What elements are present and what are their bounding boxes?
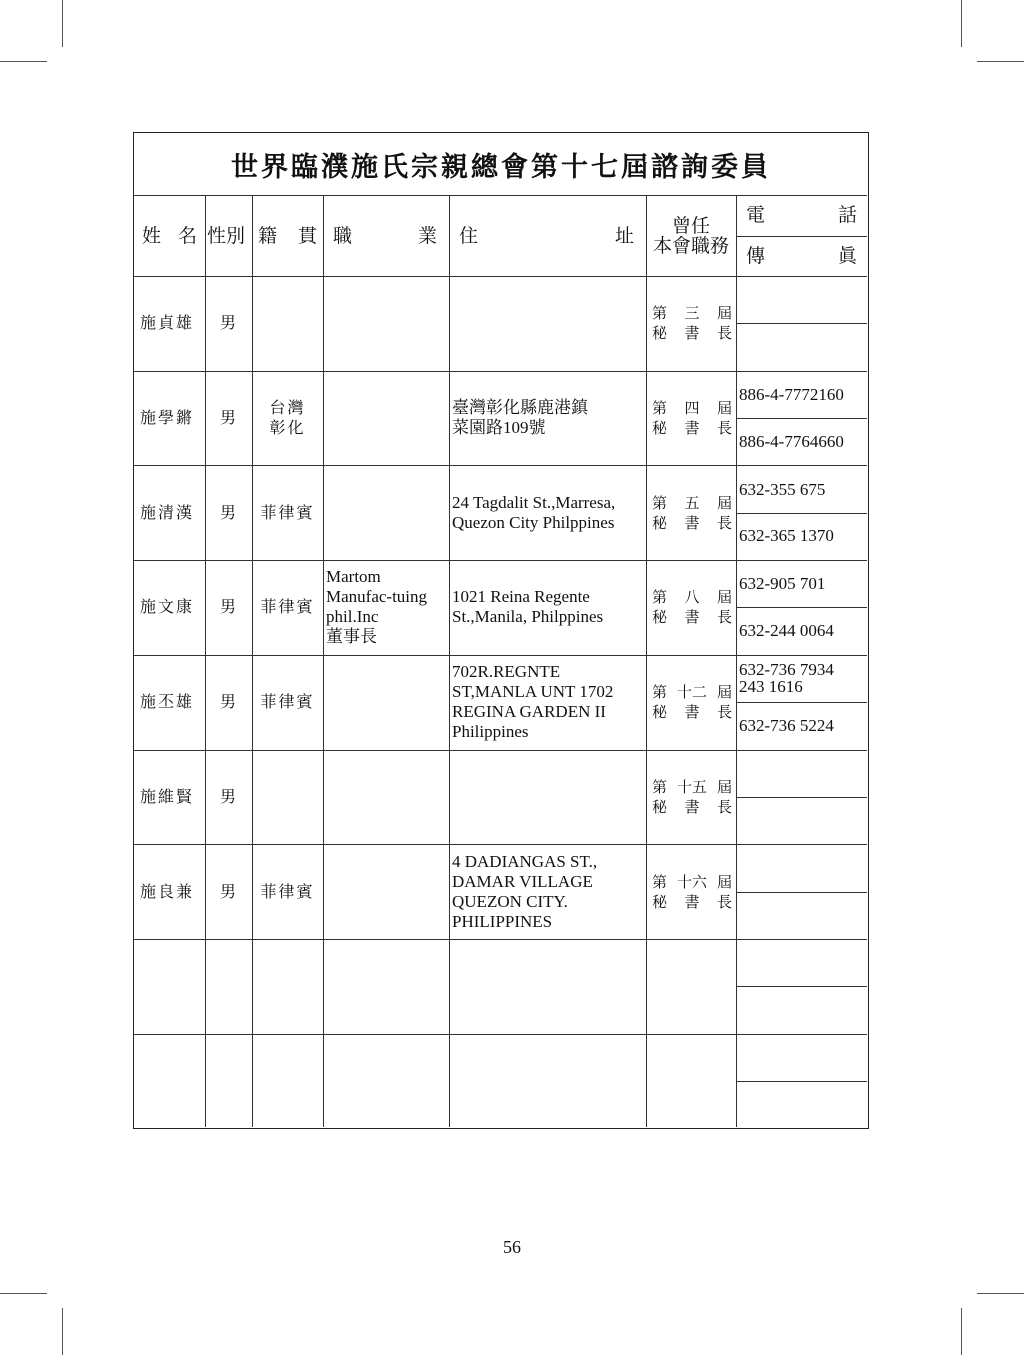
header-occupation-char: 業	[417, 224, 437, 247]
member-occupation	[326, 750, 447, 845]
former-role-char: 書	[684, 608, 700, 627]
member-gender-text: 男	[220, 313, 239, 333]
header-name	[142, 195, 197, 276]
former-role-char: 長	[716, 892, 732, 911]
member-origin-text: 台灣 彰化	[269, 398, 306, 438]
header-address-char: 住	[459, 224, 479, 247]
header-address	[459, 195, 634, 276]
former-role-char: 書	[684, 513, 700, 532]
header-former-role-char: 任	[691, 214, 711, 237]
former-role-char: 秘	[652, 797, 668, 816]
former-role-char: 第	[652, 493, 668, 512]
former-role-char: 屆	[716, 777, 732, 796]
header-name-char: 姓	[142, 224, 162, 247]
former-role-char: 八	[684, 588, 700, 607]
member-origin-text: 菲律賓	[260, 881, 315, 901]
column-rule	[449, 195, 450, 1127]
member-name	[140, 276, 201, 371]
member-fax	[739, 418, 865, 465]
member-occupation	[326, 560, 447, 655]
former-role-char: 秘	[652, 513, 668, 532]
member-phone	[739, 655, 865, 702]
former-role-char: 第	[652, 588, 668, 607]
member-occupation-text: Martom Manufac-tuing phil.Inc 董事長	[326, 567, 428, 647]
header-origin-char: 貫	[297, 224, 317, 247]
member-name	[140, 844, 201, 939]
member-address-text: 24 Tagdalit St.,Marresa, Quezon City Philppines	[452, 492, 616, 532]
crop-mark	[977, 1293, 1024, 1294]
member-gender-text: 男	[220, 692, 239, 712]
advisory-committee-table	[133, 132, 869, 1129]
member-name-text: 施文康	[140, 597, 195, 617]
member-origin	[256, 655, 319, 750]
member-fax-text: 886-4-7764660	[739, 431, 844, 451]
header-phone-char: 話	[837, 204, 857, 227]
former-role-term	[652, 872, 732, 892]
former-role-title	[652, 418, 732, 438]
header-fax-char: 傳	[746, 244, 766, 267]
former-role-char: 屆	[716, 399, 732, 418]
member-gender	[220, 465, 249, 560]
member-name-text: 施學鏘	[140, 408, 195, 428]
crop-mark	[961, 1308, 962, 1355]
column-rule	[205, 195, 206, 1127]
former-role-char: 屆	[716, 588, 732, 607]
member-gender-text: 男	[220, 597, 239, 617]
former-role-term	[652, 682, 732, 702]
former-role-char: 四	[684, 399, 700, 418]
member-gender	[220, 276, 249, 371]
table-title: 世界臨濮施氏宗親總會第十七屆諮詢委員	[231, 151, 771, 183]
member-fax-text: 632-244 0064	[739, 621, 834, 641]
former-role-char: 書	[684, 797, 700, 816]
former-role-char: 十六	[676, 872, 707, 891]
former-role-char: 書	[684, 324, 700, 343]
header-phone	[746, 195, 857, 236]
former-role-char: 長	[716, 419, 732, 438]
member-fax	[739, 607, 865, 654]
former-role-char: 三	[684, 304, 700, 323]
former-role-char: 長	[716, 703, 732, 722]
member-gender	[220, 371, 249, 466]
former-role-char: 長	[716, 608, 732, 627]
member-phone-text: 632-736 7934 243 1616	[739, 660, 834, 697]
header-former-role-label: 本會職務	[652, 234, 729, 257]
member-address	[452, 655, 644, 750]
member-fax	[739, 797, 865, 844]
member-address-text: 702R.REGNTE ST,MANLA UNT 1702 REGINA GARDEN II Philippines	[452, 662, 614, 742]
header-former-role	[650, 203, 732, 268]
member-phone-text: 632-905 701	[739, 574, 826, 594]
member-phone	[739, 276, 865, 323]
member-gender	[220, 750, 249, 845]
crop-mark	[62, 0, 63, 47]
member-gender	[220, 655, 249, 750]
member-address-text: 4 DADIANGAS ST., DAMAR VILLAGE QUEZON CITY. PHILIPPINES	[452, 851, 598, 931]
phone-fax-rule	[736, 986, 867, 987]
phone-fax-rule	[736, 1081, 867, 1082]
header-former-role-char: 曾	[671, 214, 691, 237]
member-former-role	[650, 465, 734, 560]
column-rule	[252, 195, 253, 1127]
member-origin-text: 菲律賓	[260, 502, 315, 522]
member-name	[140, 371, 201, 466]
former-role-char: 長	[716, 324, 732, 343]
former-role-char: 第	[652, 683, 668, 702]
former-role-char: 秘	[652, 703, 668, 722]
member-former-role	[650, 655, 734, 750]
member-origin	[256, 371, 319, 466]
member-occupation	[326, 655, 447, 750]
member-address	[452, 750, 644, 845]
header-former-role-line1	[672, 216, 710, 236]
former-role-title	[652, 797, 732, 817]
row-rule	[134, 1034, 867, 1035]
former-role-char: 書	[684, 892, 700, 911]
former-role-char: 秘	[652, 892, 668, 911]
member-address	[452, 844, 644, 939]
member-gender-text: 男	[220, 786, 239, 806]
member-origin	[256, 560, 319, 655]
former-role-char: 長	[716, 513, 732, 532]
header-gender-label: 性別	[207, 224, 246, 247]
header-phone-char: 電	[746, 204, 766, 227]
column-rule	[646, 195, 647, 1127]
member-name	[140, 560, 201, 655]
member-phone-text: 632-355 675	[739, 479, 826, 499]
former-role-char: 屆	[716, 304, 732, 323]
former-role-char: 第	[652, 304, 668, 323]
member-gender	[220, 844, 249, 939]
former-role-char: 五	[684, 493, 700, 512]
member-gender	[220, 560, 249, 655]
member-former-role	[650, 276, 734, 371]
member-name-text: 施清漢	[140, 502, 195, 522]
member-origin-text: 菲律賓	[260, 597, 315, 617]
member-former-role	[650, 750, 734, 845]
former-role-char: 秘	[652, 324, 668, 343]
member-origin	[256, 465, 319, 560]
former-role-char: 十二	[676, 683, 707, 702]
former-role-title	[652, 702, 732, 722]
member-occupation	[326, 276, 447, 371]
member-address-text: 臺灣彰化縣鹿港鎮 菜園路109號	[452, 398, 588, 438]
member-address	[452, 371, 644, 466]
member-address	[452, 465, 644, 560]
former-role-term	[652, 398, 732, 418]
former-role-char: 屆	[716, 493, 732, 512]
former-role-char: 書	[684, 419, 700, 438]
member-phone	[739, 371, 865, 418]
member-phone	[739, 465, 865, 512]
former-role-char: 長	[716, 797, 732, 816]
member-name-text: 施貞雄	[140, 313, 195, 333]
former-role-title	[652, 323, 732, 343]
member-phone-text: 886-4-7772160	[739, 384, 844, 404]
member-gender-text: 男	[220, 881, 239, 901]
crop-mark	[0, 61, 47, 62]
header-fax-char: 眞	[837, 244, 857, 267]
header-former-role-line2	[653, 236, 729, 256]
member-fax-text: 632-736 5224	[739, 715, 834, 735]
crop-mark	[62, 1308, 63, 1355]
former-role-char: 書	[684, 703, 700, 722]
former-role-char: 第	[652, 777, 668, 796]
header-origin-char: 籍	[258, 224, 278, 247]
former-role-char: 第	[652, 399, 668, 418]
former-role-char: 十五	[676, 777, 707, 796]
member-name-text: 施良兼	[140, 881, 195, 901]
header-gender	[207, 195, 250, 276]
row-rule	[134, 939, 867, 940]
member-address	[452, 560, 644, 655]
header-origin	[258, 195, 317, 276]
member-fax	[739, 702, 865, 749]
member-phone	[739, 844, 865, 891]
member-occupation	[326, 371, 447, 466]
member-phone	[739, 750, 865, 797]
member-address	[452, 276, 644, 371]
crop-mark	[977, 61, 1024, 62]
member-former-role	[650, 560, 734, 655]
member-name-text: 施維賢	[140, 786, 195, 806]
member-fax	[739, 892, 865, 939]
former-role-char: 秘	[652, 419, 668, 438]
former-role-term	[652, 303, 732, 323]
member-origin-text: 菲律賓	[260, 692, 315, 712]
crop-mark	[961, 0, 962, 47]
member-origin	[256, 844, 319, 939]
former-role-title	[652, 892, 732, 912]
member-fax	[739, 513, 865, 560]
former-role-term	[652, 777, 732, 797]
header-name-char: 名	[177, 224, 197, 247]
former-role-char: 屆	[716, 683, 732, 702]
member-fax-text: 632-365 1370	[739, 526, 834, 546]
former-role-title	[652, 513, 732, 533]
page-number: 56	[503, 1237, 521, 1257]
member-phone	[739, 560, 865, 607]
header-occupation	[333, 195, 437, 276]
header-occupation-char: 職	[333, 224, 353, 247]
member-origin	[256, 276, 319, 371]
header-address-char: 址	[614, 224, 634, 247]
former-role-term	[652, 587, 732, 607]
former-role-char: 第	[652, 872, 668, 891]
member-name	[140, 750, 201, 845]
member-gender-text: 男	[220, 502, 239, 522]
member-gender-text: 男	[220, 408, 239, 428]
member-name	[140, 655, 201, 750]
member-name	[140, 465, 201, 560]
header-fax	[746, 236, 857, 277]
member-former-role	[650, 844, 734, 939]
column-rule	[323, 195, 324, 1127]
member-name-text: 施丕雄	[140, 692, 195, 712]
member-address-text: 1021 Reina Regente St.,Manila, Philppines	[452, 587, 604, 627]
former-role-term	[652, 493, 732, 513]
former-role-char: 屆	[716, 872, 732, 891]
former-role-char: 秘	[652, 608, 668, 627]
member-origin	[256, 750, 319, 845]
member-occupation	[326, 465, 447, 560]
former-role-title	[652, 607, 732, 627]
crop-mark	[0, 1293, 47, 1294]
member-occupation	[326, 844, 447, 939]
member-fax	[739, 323, 865, 370]
member-former-role	[650, 371, 734, 466]
